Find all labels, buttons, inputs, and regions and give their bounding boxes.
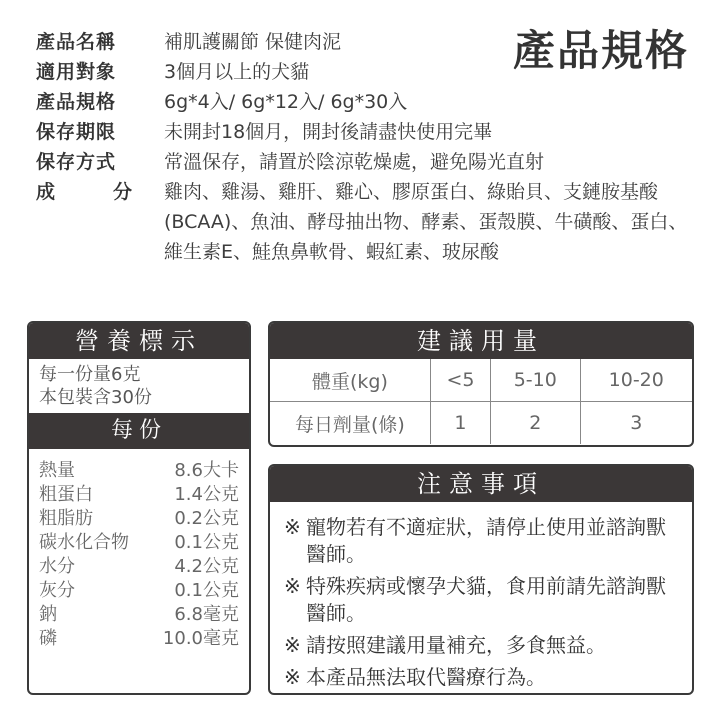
nutrition-row xyxy=(39,627,239,651)
ingredients-label-a: 成 xyxy=(36,181,56,203)
weight-cell: <5 xyxy=(430,359,490,402)
nutrient-name: 水分 xyxy=(39,556,75,577)
note-item xyxy=(284,632,680,659)
spec-label: 保存方式 xyxy=(36,151,117,173)
nutrition-row xyxy=(39,459,239,483)
spec-value: 未開封18個月，開封後請盡快使用完畢 xyxy=(164,121,493,143)
spec-value: 6g*4入/ 6g*12入/ 6g*30入 xyxy=(164,91,408,113)
spec-label: 產品名稱 xyxy=(36,31,117,53)
weight-label: 體重(kg) xyxy=(270,359,430,402)
per-serving-header: 每份 xyxy=(29,413,249,449)
nutrient-value: 8.6大卡 xyxy=(174,460,239,481)
nutrition-row xyxy=(39,555,239,579)
note-item xyxy=(284,664,680,691)
nutrient-value: 1.4公克 xyxy=(174,484,239,505)
note-text: 請按照建議用量補充，多食無益。 xyxy=(306,633,606,657)
note-mark: ※ xyxy=(284,665,301,689)
nutrition-row xyxy=(39,579,239,603)
note-mark: ※ xyxy=(284,633,301,657)
spec-label: 產品規格 xyxy=(36,91,117,113)
notes-list xyxy=(270,502,692,691)
serving-size: 每一份量6克 xyxy=(39,364,141,385)
note-text: 本產品無法取代醫療行為。 xyxy=(306,665,546,689)
daily-label: 每日劑量(條) xyxy=(270,402,430,445)
page-title: 產品規格 xyxy=(512,26,689,75)
dosage-title: 建議用量 xyxy=(270,323,692,359)
nutrition-row xyxy=(39,603,239,627)
spec-value: 常溫保存，請置於陰涼乾燥處，避免陽光直射 xyxy=(164,151,545,173)
ingredients-label-b: 分 xyxy=(112,181,132,203)
note-item xyxy=(284,573,680,627)
spec-row-storage xyxy=(36,147,696,177)
nutrient-value: 4.2公克 xyxy=(174,556,239,577)
nutrition-row xyxy=(39,531,239,555)
dosage-table xyxy=(270,359,692,444)
note-mark: ※ xyxy=(284,515,301,539)
nutrient-name: 碳水化合物 xyxy=(39,532,129,553)
ingredients-value: 雞肉、雞湯、雞肝、雞心、膠原蛋白、綠貽貝、支鏈胺基酸(BCAA)、魚油、酵母抽出物、酵素、蛋殼膜、牛磺酸、蛋白、維生素E、鮭魚鼻軟骨、蝦紅素、玻尿酸 xyxy=(164,181,688,263)
nutrient-value: 0.2公克 xyxy=(174,508,239,529)
notes-panel xyxy=(268,464,694,695)
nutrient-name: 磷 xyxy=(39,628,57,649)
nutrition-table xyxy=(29,449,249,651)
amount-row xyxy=(270,402,692,445)
nutrition-panel xyxy=(27,321,251,695)
nutrition-row xyxy=(39,507,239,531)
nutrient-name: 粗蛋白 xyxy=(39,484,93,505)
spec-row-name xyxy=(36,27,696,57)
amount-cell: 2 xyxy=(491,402,580,445)
weight-cell: 10-20 xyxy=(580,359,692,402)
nutrient-name: 熱量 xyxy=(39,460,75,481)
spec-label: 適用對象 xyxy=(36,61,117,83)
nutrient-name: 粗脂肪 xyxy=(39,508,93,529)
nutrition-row xyxy=(39,483,239,507)
package-servings: 本包裝含30份 xyxy=(39,387,152,408)
spec-label: 保存期限 xyxy=(36,121,117,143)
ingredients-label xyxy=(36,177,132,267)
nutrient-value: 0.1公克 xyxy=(174,532,239,553)
nutrient-name: 灰分 xyxy=(39,580,75,601)
spec-row-size xyxy=(36,87,696,117)
weight-cell: 5-10 xyxy=(491,359,580,402)
nutrient-value: 0.1公克 xyxy=(174,580,239,601)
spec-value: 3個月以上的犬貓 xyxy=(164,61,310,83)
dosage-panel xyxy=(268,321,694,447)
nutrition-title: 營養標示 xyxy=(29,323,249,359)
amount-cell: 1 xyxy=(430,402,490,445)
spec-list xyxy=(36,27,696,267)
note-mark: ※ xyxy=(284,574,301,598)
amount-cell: 3 xyxy=(630,412,643,434)
spec-row-target xyxy=(36,57,696,87)
note-text: 特殊疾病或懷孕犬貓，食用前請先諮詢獸醫師。 xyxy=(306,574,666,625)
nutrient-value: 6.8毫克 xyxy=(174,604,239,625)
nutrient-value: 10.0毫克 xyxy=(162,628,239,649)
nutrition-serving-info xyxy=(29,359,249,411)
weight-row xyxy=(270,359,692,402)
spec-value: 補肌護關節 保健肉泥 xyxy=(164,31,342,53)
spec-row-ingredients xyxy=(36,177,696,267)
note-text: 寵物若有不適症狀，請停止使用並諮詢獸醫師。 xyxy=(306,515,666,566)
nutrient-name: 鈉 xyxy=(39,604,57,625)
spec-row-shelf-life xyxy=(36,117,696,147)
note-item xyxy=(284,514,680,568)
notes-title: 注意事項 xyxy=(270,466,692,502)
